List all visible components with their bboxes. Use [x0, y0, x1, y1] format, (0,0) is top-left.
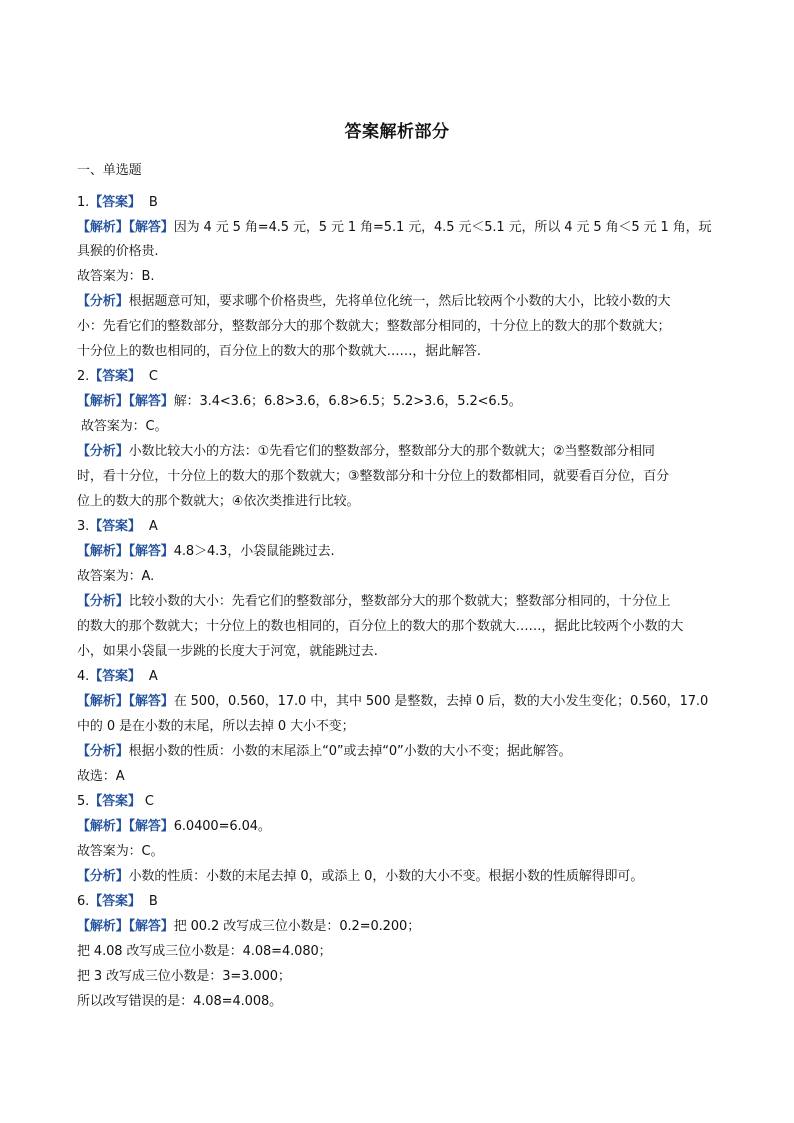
q4-answer-line — [77, 668, 719, 686]
page-title: 答案解析部分 — [344, 122, 450, 142]
q3-fenxi-text-1: 比较小数的大小：先看它们的整数部分，整数部分大的那个数就大；整数部分相同的，十分位上 — [128, 594, 671, 609]
q4-number: 4. — [77, 669, 90, 684]
q4-answer: A — [140, 669, 158, 684]
q3-answer-tag: 【答案】 — [89, 519, 141, 534]
q4-jiexi-tag: 【解析】【解答】 — [77, 694, 174, 709]
q1-jiexi-text-1: 因为 4 元 5 角=4.5 元，5 元 1 角=5.1 元，4.5 元＜5.1 元，所以 4 元 5 角＜5 元 1 角，玩 — [173, 220, 712, 235]
q3-jiexi-line-1 — [77, 543, 719, 561]
q1-jiexi-tag: 【解析】【解答】 — [77, 220, 174, 235]
q5-fenxi-text-1: 小数的性质：小数的末尾去掉 0，或添上 0，小数的大小不变。根据小数的性质解得即可。 — [128, 869, 644, 884]
q3-answer: A — [140, 519, 158, 534]
q6-jiexi-tag: 【解析】【解答】 — [77, 919, 174, 934]
q2-answer: C — [140, 369, 158, 384]
q5-fenxi-line-1 — [77, 868, 719, 886]
q5-jiexi-tag: 【解析】【解答】 — [77, 819, 174, 834]
q1-answer-line — [77, 194, 719, 212]
q2-jiexi-line-1 — [77, 393, 719, 411]
q4-fenxi-line-1 — [77, 743, 719, 761]
q1-number: 1. — [77, 195, 90, 210]
q4-fenxi-text-1: 根据小数的性质：小数的末尾添上“0”或去掉“0”小数的大小不变；据此解答。 — [128, 744, 572, 759]
q4-answer-tag: 【答案】 — [89, 669, 141, 684]
q6-number: 6. — [77, 894, 90, 909]
q2-fenxi-line-1 — [77, 443, 719, 461]
q2-answer-tag: 【答案】 — [89, 369, 141, 384]
q3-fenxi-line-1 — [77, 593, 719, 611]
q3-jiexi-text-1: 4.8＞4.3，小袋鼠能跳过去. — [173, 544, 335, 559]
q1-jiexi-line-1 — [77, 219, 719, 237]
q1-fenxi-tag: 【分析】 — [77, 294, 129, 309]
q6-answer-line — [77, 893, 719, 911]
q6-jiexi-text-2: 把 4.08 改写成三位小数是：4.08=4.080； — [77, 944, 332, 959]
q4-jiexi-text-2: 中的 0 是在小数的末尾，所以去掉 0 大小不变； — [77, 719, 355, 734]
q2-number: 2. — [77, 369, 90, 384]
q5-answer-tag: 【答案】 — [89, 794, 141, 809]
q4-jiexi-line-1 — [77, 693, 719, 711]
section-heading: 一、单选题 — [77, 163, 142, 178]
q5-conclusion: 故答案为：C。 — [77, 844, 164, 859]
q6-answer: B — [140, 894, 158, 909]
q2-jiexi-text-1: 解：3.4<3.6；6.8>3.6，6.8>6.5；5.2>3.6，5.2<6.5。 — [173, 394, 522, 409]
q1-jiexi-text-2: 具猴的价格贵. — [77, 244, 159, 259]
q3-fenxi-tag: 【分析】 — [77, 594, 129, 609]
q2-conclusion: 故答案为：C。 — [77, 419, 168, 434]
q3-jiexi-tag: 【解析】【解答】 — [77, 544, 174, 559]
q5-jiexi-text-1: 6.0400=6.04。 — [173, 819, 271, 834]
q1-answer: B — [140, 195, 158, 210]
q2-fenxi-text-1: 小数比较大小的方法：①先看它们的整数部分，整数部分大的那个数就大；②当整数部分相同 — [128, 444, 655, 459]
q3-conclusion: 故答案为：A. — [77, 569, 155, 584]
q3-fenxi-text-2: 的数大的那个数就大；十分位上的数也相同的，百分位上的数大的那个数就大……，据此比较两个小数的大 — [77, 619, 684, 634]
q5-jiexi-line-1 — [77, 818, 719, 836]
q3-fenxi-text-3: 小，如果小袋鼠一步跳的长度大于河宽，就能跳过去. — [77, 644, 378, 659]
q1-fenxi-text-1: 根据题意可知，要求哪个价格贵些，先将单位化统一，然后比较两个小数的大小，比较小数的大 — [128, 294, 671, 309]
q1-answer-tag: 【答案】 — [89, 195, 141, 210]
q5-fenxi-tag: 【分析】 — [77, 869, 129, 884]
q4-jiexi-text-1: 在 500，0.560，17.0 中，其中 500 是整数，去掉 0 后，数的大小发生变化；0.560，17.0 — [173, 694, 709, 709]
q5-answer: C — [140, 794, 154, 809]
q6-jiexi-text-3: 把 3 改写成三位小数是：3=3.000； — [77, 969, 291, 984]
q6-answer-tag: 【答案】 — [89, 894, 141, 909]
q6-jiexi-text-4: 所以改写错误的是：4.08=4.008。 — [77, 994, 283, 1009]
q6-jiexi-text-1: 把 00.2 改写成三位小数是：0.2=0.200； — [173, 919, 421, 934]
q5-number: 5. — [77, 794, 90, 809]
q3-number: 3. — [77, 519, 90, 534]
q4-fenxi-tag: 【分析】 — [77, 744, 129, 759]
q4-conclusion: 故选：A — [77, 769, 125, 784]
q2-jiexi-tag: 【解析】【解答】 — [77, 394, 174, 409]
q3-answer-line — [77, 518, 719, 536]
q1-fenxi-text-3: 十分位上的数也相同的，百分位上的数大的那个数就大……，据此解答. — [77, 344, 481, 359]
q5-answer-line — [77, 793, 719, 811]
q2-fenxi-text-2: 时，看十分位，十分位上的数大的那个数就大；③整数部分和十分位上的数都相同，就要看百分位，百分 — [77, 469, 670, 484]
q2-fenxi-text-3: 位上的数大的那个数就大；④依次类推进行比较。 — [77, 494, 360, 509]
q1-fenxi-line-1 — [77, 293, 719, 311]
q2-answer-line — [77, 368, 719, 386]
q2-fenxi-tag: 【分析】 — [77, 444, 129, 459]
q1-fenxi-text-2: 小：先看它们的整数部分，整数部分大的那个数就大；整数部分相同的，十分位上的数大的那个数就大； — [77, 319, 671, 334]
q1-conclusion: 故答案为：B. — [77, 269, 155, 284]
q6-jiexi-line-1 — [77, 918, 719, 936]
